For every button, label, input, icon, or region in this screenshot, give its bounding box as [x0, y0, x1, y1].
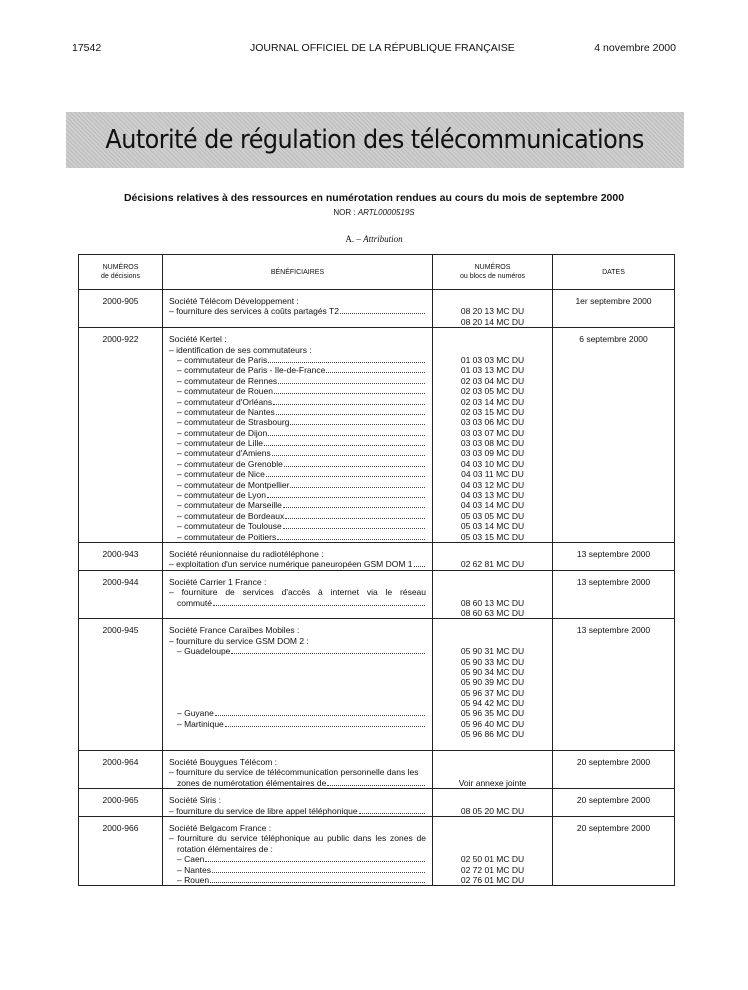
number-block: 03 03 06 MC DU — [460, 417, 525, 428]
table-row — [79, 619, 675, 751]
number-block: 05 96 35 MC DU — [460, 708, 525, 719]
beneficiary-line-text: – Caen — [177, 854, 205, 865]
dot-leader — [414, 566, 425, 567]
number-block: 04 03 11 MC DU — [461, 469, 524, 480]
number-block: 03 03 08 MC DU — [460, 438, 525, 449]
decision-date: 13 septembre 2000 — [553, 542, 675, 570]
dot-leader — [273, 404, 425, 405]
blank-line — [433, 833, 552, 843]
header-blocks-line2: ou blocs de numéros — [460, 273, 525, 280]
blank-line — [433, 823, 552, 833]
beneficiary-line-text: – fourniture du service de libre appel téléphonique — [169, 805, 358, 816]
beneficiary-line-text: – commutateur de Paris - Ile-de-France — [177, 365, 326, 376]
number-block: 04 03 10 MC DU — [460, 458, 525, 469]
number-blocks-cell — [433, 570, 553, 619]
beneficiary-line — [169, 469, 426, 479]
beneficiary-line — [169, 719, 426, 729]
beneficiary-line: Société Kertel : — [169, 334, 227, 345]
beneficiary-line-text: – Guadeloupe — [177, 646, 231, 657]
number-block: 05 96 86 MC DU — [460, 729, 525, 740]
number-block: 05 03 15 MC DU — [460, 531, 525, 542]
beneficiary-line-text: – commutateur de Lyon — [177, 490, 266, 501]
decision-number: 2000-905 — [79, 290, 163, 328]
beneficiary-line-text: – Nantes — [177, 864, 212, 875]
number-block: 05 90 34 MC DU — [460, 666, 525, 677]
beneficiary-line-text: – Martinique — [177, 718, 224, 729]
dot-leader — [212, 872, 425, 873]
header-num-line1: NUMÉROS — [102, 264, 139, 271]
blank-line — [169, 677, 426, 687]
beneficiary-cell — [163, 816, 433, 885]
beneficiary-line: Société Belgacom France : — [169, 822, 272, 833]
decisions-table — [78, 254, 675, 886]
number-block: 02 50 01 MC DU — [460, 854, 525, 865]
number-block: 02 62 81 MC DU — [460, 559, 525, 570]
number-block: 03 03 09 MC DU — [460, 448, 525, 459]
number-block: 04 03 12 MC DU — [460, 479, 525, 490]
header-decision-numbers — [79, 255, 163, 290]
beneficiary-line: Société France Caraïbes Mobiles : — [169, 625, 300, 636]
nor-code: ARTL0000519S — [357, 208, 415, 217]
blank-line — [169, 698, 426, 708]
dot-leader — [277, 539, 425, 540]
dot-leader — [274, 393, 425, 394]
number-block: 08 20 13 MC DU — [460, 306, 525, 317]
document-subtitle: Décisions relatives à des ressources en numérotation rendues au cours du mois de septembre 2000 — [123, 192, 625, 204]
number-block: 02 76 01 MC DU — [460, 874, 525, 885]
number-blocks-cell — [433, 619, 553, 751]
header-ben-label: BÉNÉFICIAIRES — [270, 268, 325, 276]
beneficiary-line: – fourniture de services d'accès à internet via le réseau — [169, 587, 426, 598]
decision-number: 2000-966 — [79, 816, 163, 885]
beneficiary-line-text: zones de numérotation élémentaires de — [177, 777, 327, 788]
nor-reference — [0, 208, 748, 217]
issue-date: 4 novembre 2000 — [594, 42, 676, 54]
dot-leader — [283, 528, 425, 529]
decision-date: 20 septembre 2000 — [553, 789, 675, 817]
decision-number: 2000-964 — [79, 751, 163, 789]
dot-leader — [290, 424, 425, 425]
beneficiary-line-text: – Rouen — [177, 874, 210, 885]
section-prefix: A. – — [345, 234, 361, 244]
decision-date: 1er septembre 2000 — [553, 290, 675, 328]
blank-line — [433, 296, 552, 306]
beneficiary-line — [169, 428, 426, 438]
blank-line — [433, 587, 552, 597]
dot-leader — [213, 605, 425, 606]
beneficiary-line — [169, 708, 426, 718]
decision-date: 13 septembre 2000 — [553, 619, 675, 751]
beneficiary-line-text: – commutateur de Rouen — [177, 386, 273, 397]
dot-leader — [276, 414, 425, 415]
number-block: 01 03 03 MC DU — [460, 354, 525, 365]
beneficiary-cell — [163, 328, 433, 543]
dot-leader — [210, 882, 425, 883]
number-block: 02 72 01 MC DU — [460, 864, 525, 875]
number-block: 05 96 40 MC DU — [460, 718, 525, 729]
dot-leader — [205, 861, 425, 862]
beneficiary-line — [169, 459, 426, 469]
blank-line — [169, 729, 426, 739]
blank-line — [169, 657, 426, 667]
decision-date: 13 septembre 2000 — [553, 570, 675, 619]
decision-date: 20 septembre 2000 — [553, 816, 675, 885]
beneficiary-line — [169, 521, 426, 531]
beneficiary-cell — [163, 619, 433, 751]
section-title: Attribution — [363, 234, 403, 244]
blank-line — [433, 334, 552, 344]
number-block: 05 03 14 MC DU — [460, 521, 525, 532]
nor-label: NOR : — [333, 208, 356, 217]
number-block: 05 94 42 MC DU — [460, 698, 525, 709]
number-block: 05 03 05 MC DU — [460, 510, 525, 521]
beneficiary-line: – fourniture du service de télécommunication personnelle dans les — [169, 767, 419, 778]
beneficiary-line — [169, 438, 426, 448]
number-blocks-cell — [433, 789, 553, 817]
beneficiary-line — [169, 376, 426, 386]
number-block: 01 03 13 MC DU — [460, 365, 525, 376]
beneficiary-cell — [163, 290, 433, 328]
beneficiary-cell — [163, 570, 433, 619]
beneficiary-line-text: – commutateur de Montpellier — [177, 479, 290, 490]
decision-number: 2000-965 — [79, 789, 163, 817]
beneficiary-line — [169, 448, 426, 458]
beneficiary-line-text: – Guyane — [177, 708, 214, 719]
beneficiary-line: Société Carrier 1 France : — [169, 576, 267, 587]
number-block: 04 03 14 MC DU — [460, 500, 525, 511]
number-block: 02 03 14 MC DU — [460, 396, 525, 407]
blank-line — [169, 667, 426, 677]
authority-banner — [66, 112, 684, 168]
page-number: 17542 — [72, 42, 102, 54]
table-row — [79, 290, 675, 328]
decision-date: 6 septembre 2000 — [553, 328, 675, 543]
blank-line — [433, 767, 552, 777]
beneficiary-line — [169, 511, 426, 521]
header-num-line2: de décisions — [101, 273, 140, 280]
blank-line — [433, 577, 552, 587]
header-number-blocks — [433, 255, 553, 290]
table-header-row — [79, 255, 675, 290]
dot-leader — [290, 487, 425, 488]
beneficiary-line — [169, 480, 426, 490]
beneficiary-line-text: – commutateur de Strasbourg — [177, 417, 290, 428]
beneficiary-line-text: – commutateur de Bordeaux — [177, 510, 285, 521]
beneficiary-line-text: – commutateur de Nantes — [177, 406, 275, 417]
section-heading — [0, 234, 748, 244]
dot-leader — [284, 466, 425, 467]
beneficiary-line — [169, 778, 426, 788]
dot-leader — [267, 497, 425, 498]
beneficiary-line-text: – commutateur de Lille — [177, 438, 263, 449]
dot-leader — [326, 372, 425, 373]
beneficiary-line: – identification de ses commutateurs : — [169, 344, 312, 355]
beneficiary-line-text: – commutateur de Toulouse — [177, 521, 282, 532]
beneficiary-line: Société Télécom Développement : — [169, 296, 299, 306]
blank-line — [433, 345, 552, 355]
beneficiary-line-text: – commutateur d'Orléans — [177, 396, 273, 407]
beneficiary-line-text: commuté — [177, 597, 212, 608]
table-row — [79, 542, 675, 570]
beneficiary-line-text: – commutateur de Paris — [177, 354, 268, 365]
beneficiary-line — [169, 875, 426, 885]
dot-leader — [340, 313, 425, 314]
header-dates — [553, 255, 675, 290]
dot-leader — [268, 435, 425, 436]
blank-line — [169, 688, 426, 698]
number-block: 05 96 37 MC DU — [460, 687, 525, 698]
number-block: 08 05 20 MC DU — [460, 805, 525, 816]
dot-leader — [215, 715, 425, 716]
dot-leader — [359, 813, 425, 814]
decision-number: 2000-944 — [79, 570, 163, 619]
number-block: Voir annexe jointe — [458, 777, 527, 788]
journal-title: JOURNAL OFFICIEL DE LA RÉPUBLIQUE FRANÇAISE — [250, 42, 515, 54]
beneficiary-line — [169, 397, 426, 407]
beneficiary-line — [169, 500, 426, 510]
beneficiary-line — [169, 355, 426, 365]
dot-leader — [327, 785, 425, 786]
dot-leader — [283, 507, 425, 508]
blank-line — [433, 636, 552, 646]
number-block: 08 60 63 MC DU — [460, 607, 525, 618]
blank-line — [169, 740, 426, 750]
beneficiary-line-text: – commutateur de Marseille — [177, 500, 282, 511]
number-block: 02 03 05 MC DU — [460, 386, 525, 397]
table-row — [79, 816, 675, 885]
beneficiary-line-text: – fourniture des services à coûts partagés T2 — [169, 306, 339, 317]
beneficiary-cell — [163, 789, 433, 817]
beneficiary-line — [169, 559, 426, 569]
beneficiary-line-text: – commutateur de Nice — [177, 469, 265, 480]
beneficiary-line — [169, 490, 426, 500]
beneficiary-line: Société réunionnaise du radiotéléphone : — [169, 548, 324, 559]
beneficiary-line — [169, 598, 426, 608]
table-row — [79, 328, 675, 543]
beneficiary-cell — [163, 751, 433, 789]
number-block: 05 90 31 MC DU — [460, 646, 525, 657]
beneficiary-line: – fourniture du service GSM DOM 2 : — [169, 635, 309, 646]
beneficiary-line-text: – commutateur de Dijon — [177, 427, 268, 438]
beneficiary-line: – fourniture du service téléphonique au public dans les zones de — [169, 833, 426, 844]
blank-line — [433, 757, 552, 767]
table-body — [79, 290, 675, 886]
number-blocks-cell — [433, 816, 553, 885]
dot-leader — [266, 476, 425, 477]
banner-title: Autorité de régulation des télécommunications — [105, 125, 645, 155]
beneficiary-line: Société Siris : — [169, 795, 221, 806]
beneficiary-line — [169, 806, 426, 816]
beneficiary-line — [169, 417, 426, 427]
decision-number: 2000-945 — [79, 619, 163, 751]
table-row — [79, 789, 675, 817]
beneficiary-line: rotation élémentaires de : — [177, 843, 273, 854]
beneficiary-line — [169, 854, 426, 864]
number-block: 02 03 04 MC DU — [460, 375, 525, 386]
beneficiary-line — [169, 532, 426, 542]
beneficiary-line — [169, 407, 426, 417]
dot-leader — [268, 362, 425, 363]
header-beneficiaries — [163, 255, 433, 290]
beneficiary-cell — [163, 542, 433, 570]
blank-line — [433, 844, 552, 854]
beneficiary-line — [169, 865, 426, 875]
dot-leader — [264, 445, 425, 446]
number-block: 08 20 14 MC DU — [460, 316, 525, 327]
decision-date: 20 septembre 2000 — [553, 751, 675, 789]
beneficiary-line-text: – commutateur de Grenoble — [177, 458, 283, 469]
beneficiary-line — [169, 386, 426, 396]
number-blocks-cell — [433, 290, 553, 328]
blank-line — [433, 795, 552, 805]
number-block: 03 03 07 MC DU — [460, 427, 525, 438]
beneficiary-line-text: – commutateur d'Amiens — [177, 448, 271, 459]
number-blocks-cell — [433, 328, 553, 543]
number-blocks-cell — [433, 751, 553, 789]
table-row — [79, 751, 675, 789]
header-blocks-line1: NUMÉROS — [474, 264, 511, 271]
header-dates-label: DATES — [602, 268, 625, 276]
number-block: 02 03 15 MC DU — [460, 406, 525, 417]
beneficiary-line-text: – commutateur de Poitiers — [177, 531, 277, 542]
blank-line — [433, 549, 552, 559]
number-blocks-cell — [433, 542, 553, 570]
dot-leader — [231, 653, 425, 654]
beneficiary-line-text: – exploitation d'un service numérique paneuropéen GSM DOM 1 — [169, 559, 413, 570]
blank-line — [433, 625, 552, 635]
beneficiary-line — [169, 306, 426, 316]
dot-leader — [278, 383, 425, 384]
number-block: 05 90 33 MC DU — [460, 656, 525, 667]
dot-leader — [225, 726, 425, 727]
beneficiary-line: Société Bouygues Télécom : — [169, 757, 278, 768]
blank-line — [169, 608, 426, 618]
dot-leader — [272, 455, 425, 456]
beneficiary-line — [169, 365, 426, 375]
running-header — [72, 42, 676, 56]
number-block: 04 03 13 MC DU — [460, 490, 525, 501]
beneficiary-line-text: – commutateur de Rennes — [177, 375, 278, 386]
table-row — [79, 570, 675, 619]
number-block: 08 60 13 MC DU — [460, 597, 525, 608]
dot-leader — [285, 518, 425, 519]
decision-number: 2000-943 — [79, 542, 163, 570]
beneficiary-line — [169, 646, 426, 656]
number-block: 05 90 39 MC DU — [460, 677, 525, 688]
decision-number: 2000-922 — [79, 328, 163, 543]
